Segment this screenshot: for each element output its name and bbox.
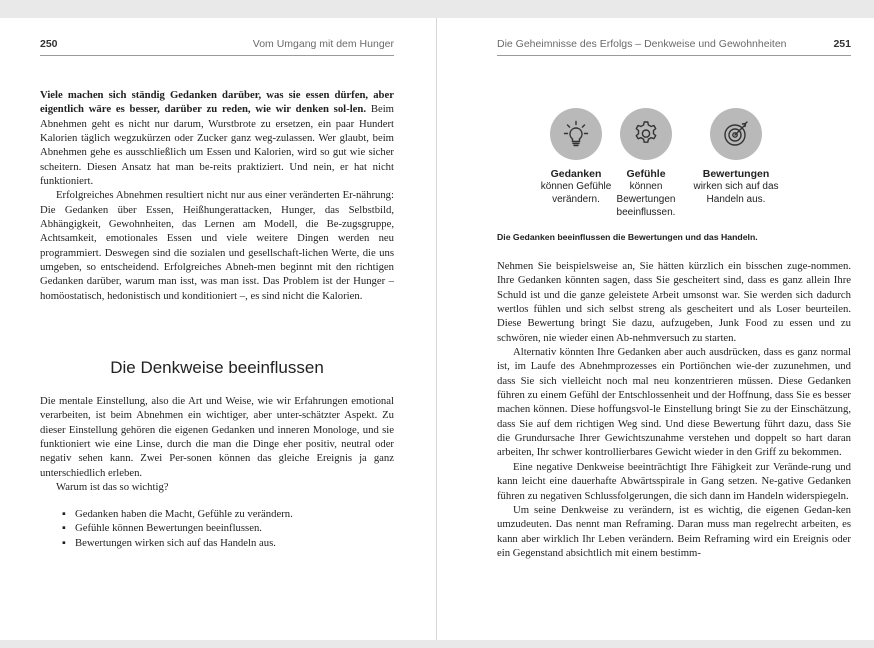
paragraph: Nehmen Sie beispielsweise an, Sie hätten kürzlich ein bisschen zuge-nommen. Ihre Gedanken könnten sagen, dass Sie gescheitert sind, dass es ganz allein Ihre Schuld ist und die ganze geleistete Arbeit umsonst war. Sie werden sich dadurch wertlos fühlen und sich selbst streng als gescheitert und als Loser beurteilen. Diese Bewertung bringt Sie dazu, aufzugeben, Junk Food zu essen und zu schwören, nie wieder einen Ab-nehmversuch zu starten. bbox=[497, 260, 851, 344]
right-page bbox=[437, 18, 874, 640]
list-item: ▪ Bewertungen wirken sich auf das Handeln aus. bbox=[62, 536, 276, 549]
figure-title: Bewertungen bbox=[702, 168, 770, 180]
gear-icon bbox=[631, 119, 661, 149]
paragraph: Erfolgreiches Abnehmen resultiert nicht nur aus einer veränderten Er-nährung: Die Gedanken über Essen, Heißhungerattacken, Hunger, das Selbstbild, Abhängigkeit, Gewohnheiten, das Lernen am Modell, die Be-zugsgruppe, Achtsamkeit, emotionales Essen und viele weitere Dingen werden neu programmiert. Deswegen sind die sozialen und gesellschaft-lichen Werte, die uns umgeben, so entscheidend. Erfolgreiches Abneh-men beginnt mit den richtigen Gedanken darüber, warum man isst, was man isst. Das Problem ist der Hunger – homöostatisch, hedonistisch und konditioniert –, es sind nicht die Kalorien. bbox=[40, 189, 394, 302]
bullet-list bbox=[62, 507, 392, 550]
right-page-number: 251 bbox=[833, 38, 851, 50]
figure-description: wirken sich auf das Handeln aus. bbox=[693, 181, 779, 205]
figure-item-gefuehle bbox=[602, 108, 690, 219]
bullet-list-container bbox=[62, 507, 392, 550]
figure-caption: Die Gedanken beeinflussen die Bewertungen und das Handeln. bbox=[497, 232, 758, 242]
paragraph bbox=[40, 88, 394, 188]
paragraph: Die mentale Einstellung, also die Art und Weise, wie wir Erfahrungen emotional verarbeiten, ist beim Abnehmen ein wichtiger, aber unter-schätzter Aspekt. Zu dieser Einstellung gehören die eigenen Gedanken und inneren Monologe, und sie funktioniert wie eine Linse, durch die man die Dinge eher positiv, neutral oder negativ sehen kann. Zwei Per-sonen können das gleiche Ereignis ja ganz unterschiedlich erleben. bbox=[40, 395, 394, 479]
figure-title: Gefühle bbox=[626, 168, 666, 180]
icon-circle bbox=[710, 108, 762, 160]
bullet-icon: ▪ bbox=[62, 522, 66, 535]
target-icon bbox=[721, 119, 751, 149]
icon-circle bbox=[550, 108, 602, 160]
bullet-icon: ▪ bbox=[62, 508, 66, 520]
right-running-head bbox=[497, 38, 851, 52]
left-header-rule bbox=[40, 55, 394, 56]
figure-item-bewertungen bbox=[681, 108, 791, 206]
figure-title: Gedanken bbox=[550, 168, 602, 180]
icon-figure bbox=[527, 108, 827, 218]
bullet-icon: ▪ bbox=[62, 536, 66, 549]
left-body-bottom bbox=[40, 394, 394, 494]
left-running-title: Vom Umgang mit dem Hunger bbox=[252, 38, 394, 50]
left-page-number: 250 bbox=[40, 38, 58, 50]
figure-description: können Gefühle verändern. bbox=[540, 181, 612, 205]
paragraph: Warum ist das so wichtig? bbox=[56, 481, 169, 494]
paragraph-text: Beim Abnehmen geht es nicht nur darum, Wurstbrote zu ersetzen, ein paar Hundert Kalorien täglich wegzukürzen oder Zucker ganz weg-zulassen. Wer glaubt, beim Abnehmen gehe es ausschließlich um Essen und Kalorien, wird so gut wie sicher scheitern. Diesen Ansatz hat man be-reits praktiziert. Und nein, er hat nicht funktioniert. bbox=[40, 103, 394, 188]
left-page bbox=[0, 18, 437, 640]
section-heading: Die Denkweise beeinflussen bbox=[110, 358, 324, 377]
left-running-head bbox=[40, 38, 394, 52]
icon-circle bbox=[620, 108, 672, 160]
left-body-top bbox=[40, 88, 394, 303]
right-running-title: Die Geheimnisse des Erfolgs – Denkweise und Gewohnheiten bbox=[497, 38, 787, 50]
list-item: ▪ Gefühle können Bewertungen beeinflussen. bbox=[62, 522, 262, 535]
figure-description: können Bewertungen beeinflussen. bbox=[616, 181, 676, 218]
paragraph: Alternativ könnten Ihre Gedanken aber auch ausdrücken, dass es ganz normal ist, im Laufe des Abnehmprozesses ein Portiönchen wie-der zuzunehmen, und dass Sie sich vielleicht noch mal neu konzentrieren müssen. Diese Gedanken führen zu einem Gefühl der Entschlossenheit und der Hoffnung, dass Sie es besser machen können. Diese hoffungsvol-le Einstellung bringt Sie zu der Einschätzung, dass Sie auf dem richtigen Weg sind. Und diese Bewertung führt dazu, dass Sie die Grundursache Ihrer Gewichtszunahme verstehen und doppelt so hart daran arbeiten, Ihr schwer kontrollierbares Gewicht wieder in den Griff zu bekommen. bbox=[497, 346, 851, 459]
list-item: ▪ Gedanken haben die Macht, Gefühle zu verändern. bbox=[62, 508, 293, 520]
right-header-rule bbox=[497, 55, 851, 56]
lead-sentence: Viele machen sich ständig Gedanken darüber, was sie essen dürfen, aber eigentlich wäre es besser, darüber zu reden, wie wir denken sol-len. bbox=[40, 89, 394, 116]
lightbulb-icon bbox=[561, 119, 591, 149]
paragraph: Eine negative Denkweise beeinträchtigt Ihre Fähigkeit zur Verände-rung und kann leicht eine dauerhafte Abwärtsspirale in Gang setzen. Ne-gative Gedanken führen zu negativen Schlussfolgerungen, die sich dann im Handeln widerspiegeln. bbox=[497, 460, 851, 502]
paragraph: Um seine Denkweise zu verändern, ist es wichtig, die eigenen Gedan-ken umzudeuten. Das nennt man Reframing. Daran muss man regelrecht arbeiten, es kann aber wirklich Ihr Leben verändern. Beim Reframing wird ein Ereignis oder ein Gegenstand absichtlich mit einem bestimm- bbox=[497, 503, 851, 559]
right-body bbox=[497, 259, 851, 560]
